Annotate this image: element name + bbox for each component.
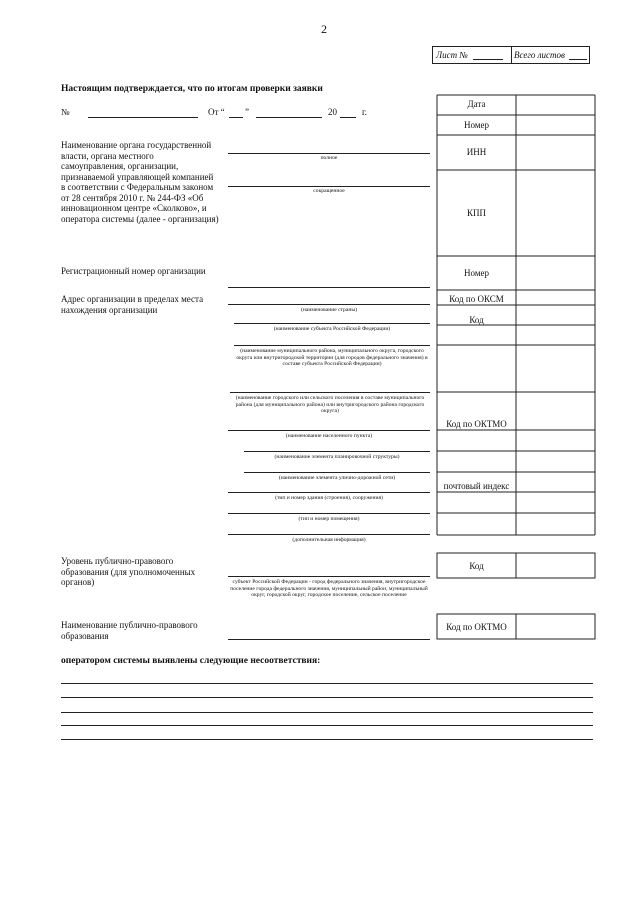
org-label: Наименование органа государственной власти, органа местного самоуправления, организации, признаваемой управляющей компанией в соответствии с Федеральным законом от 28 сентября 2010 г. № 244-ФЗ «Об инновационном центре «Сколково», и оператора системы (далее - организация): [61, 140, 219, 224]
address-label: Адрес организации в пределах места нахождения организации: [61, 294, 204, 315]
issues-line-3[interactable]: [61, 712, 593, 713]
level-label: Уровень публично-правового образования (для уполномоченных органов): [61, 556, 196, 587]
level-code-label: Код: [469, 561, 484, 571]
reg-number-value-cell[interactable]: [517, 257, 594, 289]
oktmo-cell-label: Код по ОКТМО: [446, 419, 507, 429]
ppo-field[interactable]: [228, 639, 430, 640]
locality-caption: (наименование населенного пункта): [285, 433, 373, 439]
reg-label: Регистрационный номер организации: [61, 266, 206, 276]
number-cell-label: Номер: [463, 120, 490, 130]
extra-info-caption: (дополнительная информация): [292, 537, 366, 543]
kpp-value-cell[interactable]: [517, 171, 594, 255]
inn-value-cell[interactable]: [517, 136, 594, 169]
org-full-caption: полное: [320, 155, 338, 161]
issues-line-4[interactable]: [61, 725, 593, 726]
quote-close: ”: [245, 107, 249, 117]
confirmation-heading: Настоящим подтверждается, что по итогам проверки заявки: [61, 84, 323, 94]
building-caption: (тип и номер здания (строения), сооружения): [275, 495, 383, 501]
page-number: 2: [321, 22, 327, 36]
from-label: От “: [208, 107, 225, 117]
number-value-cell[interactable]: [517, 116, 594, 134]
room-caption: (тип и номер помещения): [298, 516, 360, 522]
year-prefix: 20: [328, 107, 337, 117]
year-suffix: г.: [362, 107, 367, 117]
reg-number-cell-label: Номер: [463, 268, 490, 278]
oksm-value-cell[interactable]: [517, 291, 594, 304]
settlement-caption: (наименование городского или сельского поселения в составе муниципального района (для муниципального района) или внутригородского района городского округа): [235, 395, 425, 415]
total-sheets-label: Всего листов: [514, 50, 565, 60]
country-caption: (наименование страны): [301, 307, 357, 313]
issues-line-5[interactable]: [61, 739, 593, 740]
issues-line-2[interactable]: [61, 697, 593, 698]
postal-cell-label: почтовый индекс: [443, 481, 510, 491]
org-short-caption: сокращенное: [313, 188, 345, 194]
street-caption: (наименование элемента улично-дорожной сети): [278, 475, 396, 481]
postal-value-cell[interactable]: [517, 473, 594, 491]
subject-code-cell-label: Код: [469, 315, 484, 325]
subject-code-value-cell[interactable]: [517, 306, 594, 324]
date-cell-label: Дата: [467, 99, 486, 109]
subject-caption: (наименование субъекта Российской Федерации): [273, 326, 391, 332]
ppo-label: Наименование публично-правового образования: [61, 620, 198, 641]
ppo-code-cell[interactable]: [517, 615, 594, 638]
level-field[interactable]: [228, 576, 430, 577]
issues-heading: оператором системы выявлены следующие несоответствия:: [61, 656, 321, 666]
oksm-cell-label: Код по ОКСМ: [449, 294, 504, 304]
issues-line-1[interactable]: [61, 683, 593, 684]
inn-cell-label: ИНН: [466, 147, 487, 157]
level-caption: субъект Российской Федерации - город федерального значения, внутригородское поселение города федерального значения, муниципальный район, муниципальный округ, городской округ, городское поселение, сельское поселение: [230, 579, 428, 599]
kpp-cell-label: КПП: [466, 208, 486, 218]
municipal-caption: (наименование муниципального района, муниципального округа, городского округа или внутригородской территории (для городов федерального значения) в составе субъекта Российской Федерации): [236, 348, 428, 368]
ppo-code-label: Код по ОКТМО: [446, 622, 507, 632]
level-code-cell[interactable]: [517, 554, 594, 577]
number-sign: №: [61, 107, 70, 117]
planning-caption: (наименование элемента планировочной структуры): [274, 454, 400, 460]
sheet-label: Лист №: [436, 50, 468, 60]
oktmo-value-cell[interactable]: [517, 393, 594, 429]
date-value-cell[interactable]: [517, 96, 594, 114]
